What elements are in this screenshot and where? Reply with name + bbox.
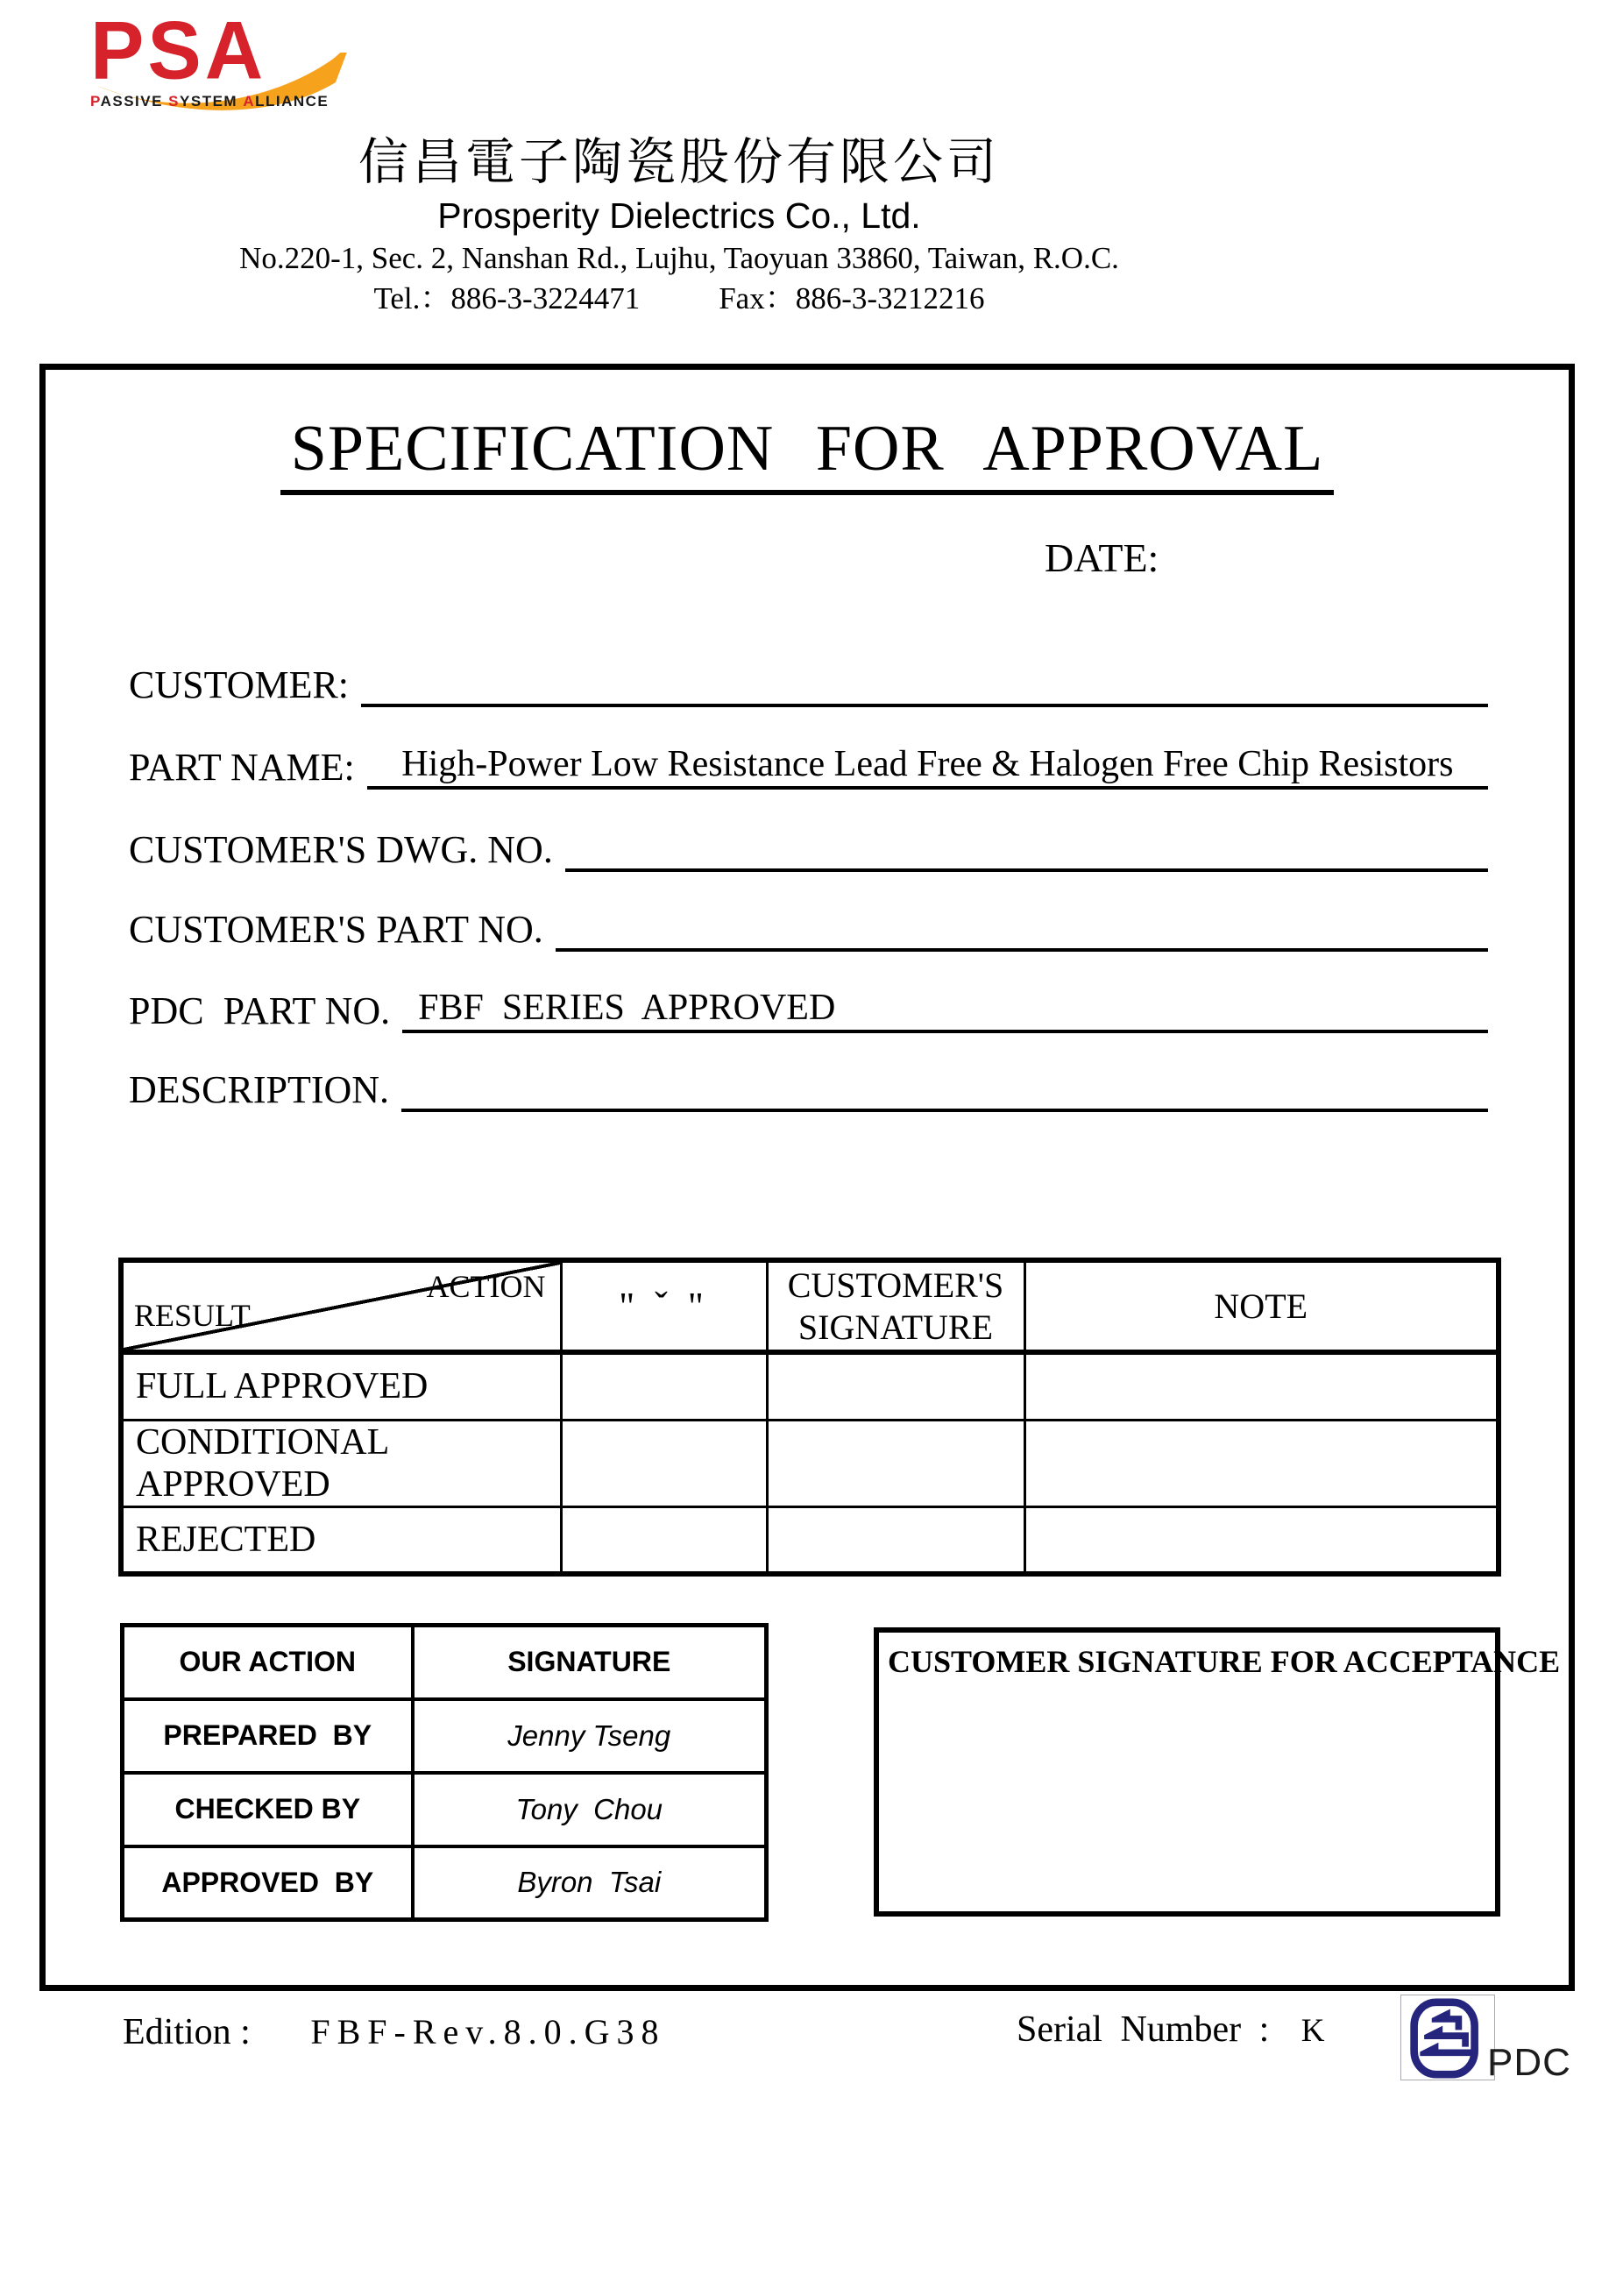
serial-number-row [1017, 2009, 1325, 2051]
fax-value: 886-3-3212216 [795, 281, 985, 315]
check-cell [561, 1352, 767, 1420]
field-pdc-part-no [129, 984, 1488, 1033]
field-customers-dwg-no [129, 823, 1488, 872]
field-label: DESCRIPTION. [129, 1068, 390, 1111]
serial-value: K [1301, 2013, 1325, 2049]
edition-row [123, 2011, 666, 2053]
note-header: NOTE [1024, 1260, 1499, 1352]
field-part-name [129, 741, 1488, 790]
table-row-approved-by [123, 1846, 767, 1920]
fax-label: Fax： [719, 281, 796, 315]
note-cell [1024, 1352, 1499, 1420]
psa-sub-rest: LLIANCE [255, 93, 330, 110]
tel-label: Tel.： [373, 281, 451, 315]
field-label: CUSTOMER'S DWG. NO. [129, 828, 553, 871]
table-row-prepared-by [123, 1699, 767, 1773]
serial-label: Serial Number : [1017, 2009, 1270, 2050]
our-action-table [120, 1623, 769, 1922]
tel-value: 886-3-3224471 [450, 281, 641, 315]
company-contact [175, 279, 1183, 319]
action-label: PREPARED BY [123, 1699, 413, 1773]
acceptance-title: CUSTOMER SIGNATURE FOR ACCEPTANCE [888, 1644, 1561, 1679]
pdc-label: PDC [1487, 2041, 1571, 2084]
signature-name: Tony Chou [413, 1773, 767, 1846]
form-border-box [39, 364, 1575, 1991]
field-label: PDC PART NO. [129, 989, 391, 1032]
psa-letters: PSA [90, 4, 267, 97]
psa-logo [90, 4, 353, 124]
result-label: FULL APPROVED [121, 1352, 561, 1420]
psa-sub-rest: YSTEM [180, 93, 238, 110]
customer-signature-header: CUSTOMER'S SIGNATURE [767, 1260, 1024, 1352]
signature-header: SIGNATURE [413, 1626, 767, 1699]
signature-name: Jenny Tseng [413, 1699, 767, 1773]
result-label: REJECTED [121, 1506, 561, 1574]
field-customer [129, 658, 1488, 707]
corner-result-label: RESULT [134, 1298, 251, 1333]
result-label: CONDITIONAL APPROVED [121, 1420, 561, 1506]
field-customers-part-no [129, 903, 1488, 952]
form-title: SPECIFICATION FOR APPROVAL [280, 412, 1335, 495]
edition-value: FBF-Rev.8.0.G38 [310, 2012, 666, 2052]
action-label: CHECKED BY [123, 1773, 413, 1846]
company-address: No.220-1, Sec. 2, Nanshan Rd., Lujhu, Taoyuan 33860, Taiwan, R.O.C. [239, 241, 1119, 275]
date-label: DATE: [1045, 535, 1159, 580]
corner-action-label: ACTION [426, 1269, 546, 1304]
psa-sub-initial: P [90, 93, 101, 110]
field-description [129, 1063, 1488, 1112]
psa-sub-rest: ASSIVE [100, 93, 163, 110]
action-label: APPROVED BY [123, 1846, 413, 1920]
field-value-line [401, 1109, 1488, 1112]
signature-cell [767, 1506, 1024, 1574]
company-name-chinese: 信昌電子陶瓷股份有限公司 [358, 134, 1000, 190]
table-row-checked-by [123, 1773, 767, 1846]
field-label: CUSTOMER: [129, 663, 350, 706]
field-label: CUSTOMER'S PART NO. [129, 908, 543, 951]
approval-table-header-row [121, 1260, 1499, 1352]
check-cell [561, 1420, 767, 1506]
pdc-mark-icon [1407, 1998, 1486, 2079]
pdc-logo [1400, 1995, 1571, 2084]
psa-sub-initial: A [243, 93, 256, 110]
check-column-header: " ˇ " [561, 1260, 767, 1352]
customer-acceptance-box [874, 1627, 1561, 1917]
table-row-rejected [121, 1506, 1499, 1574]
field-value-line [556, 948, 1488, 952]
action-table-header-row [123, 1626, 767, 1699]
signature-name: Byron Tsai [413, 1846, 767, 1920]
psa-subtitle [90, 93, 353, 110]
field-value-line [565, 868, 1488, 872]
note-cell [1024, 1506, 1499, 1574]
table-row-full-approved [121, 1352, 1499, 1420]
field-value-line: High-Power Low Resistance Lead Free & Halogen Free Chip Resistors [367, 742, 1488, 790]
company-name-english: Prosperity Dielectrics Co., Ltd. [437, 195, 921, 236]
our-action-header: OUR ACTION [123, 1626, 413, 1699]
psa-sub-initial: S [168, 93, 181, 110]
check-cell [561, 1506, 767, 1574]
note-cell [1024, 1420, 1499, 1506]
signature-cell [767, 1420, 1024, 1506]
field-label: PART NAME: [129, 746, 355, 789]
edition-label: Edition : [123, 2012, 251, 2052]
result-action-corner-cell [121, 1260, 561, 1352]
title-row [46, 412, 1569, 495]
approval-result-table [118, 1258, 1501, 1577]
company-header [175, 131, 1183, 319]
signature-cell [767, 1352, 1024, 1420]
table-row-conditional-approved [121, 1420, 1499, 1506]
field-value-line: FBF SERIES APPROVED [402, 986, 1488, 1033]
field-value-line [361, 704, 1488, 707]
